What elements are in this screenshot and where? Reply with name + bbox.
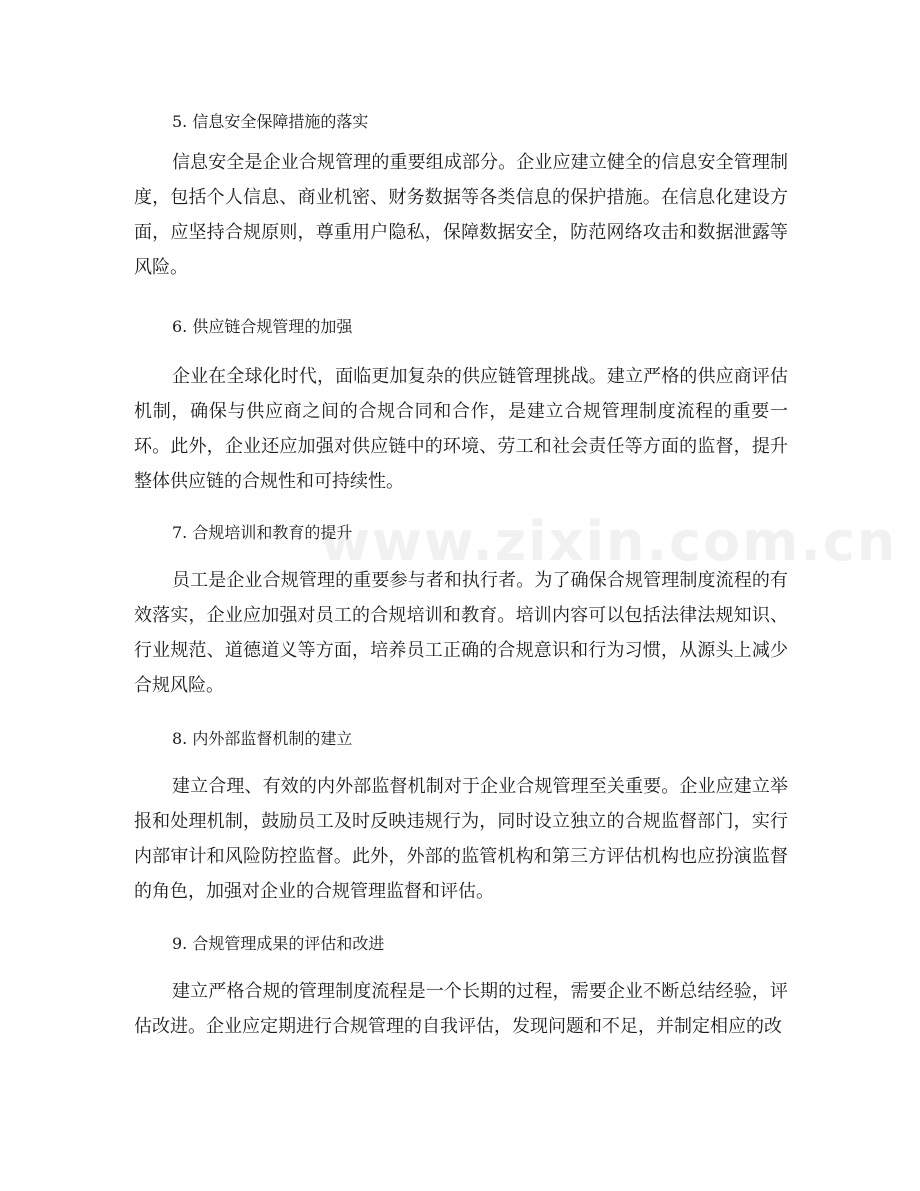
watermark: www.zixin.com.cn: [320, 510, 898, 573]
section-body-6: 企业在全球化时代，面临更加复杂的供应链管理挑战。建立严格的供应商评估机制，确保与供应商之间的合规合同和合作，是建立合规管理制度流程的重要一环。此外，企业还应加强对供应链中的环境、劳工和社会责任等方面的监督，提升整体供应链的合规性和可持续性。: [134, 366, 788, 492]
section-body-9: 建立严格合规的管理制度流程是一个长期的过程，需要企业不断总结经验，评估改进。企业应定期进行合规管理的自我评估，发现问题和不足，并制定相应的改: [134, 981, 788, 1037]
section-heading-9: 9. 合规管理成果的评估和改进: [172, 934, 385, 953]
section-heading-7: 7. 合规培训和教育的提升: [172, 523, 353, 542]
section-body-8: 建立合理、有效的内外部监督机制对于企业合规管理至关重要。企业应建立举报和处理机制，鼓励员工及时反映违规行为，同时设立独立的合规监督部门，实行内部审计和风险防控监督。此外，外部的监管机构和第三方评估机构也应扮演监督的角色，加强对企业的合规管理监督和评估。: [134, 776, 788, 902]
section-body-7: 员工是企业合规管理的重要参与者和执行者。为了确保合规管理制度流程的有效落实，企业应加强对员工的合规培训和教育。培训内容可以包括法律法规知识、行业规范、道德道义等方面，培养员工正确的合规意识和行为习惯，从源头上减少合规风险。: [134, 570, 788, 696]
section-body-5: 信息安全是企业合规管理的重要组成部分。企业应建立健全的信息安全管理制度，包括个人信息、商业机密、财务数据等各类信息的保护措施。在信息化建设方面，应坚持合规原则，尊重用户隐私，保障数据安全，防范网络攻击和数据泄露等风险。: [134, 152, 788, 278]
section-heading-8: 8. 内外部监督机制的建立: [172, 729, 353, 748]
section-heading-5: 5. 信息安全保障措施的落实: [172, 112, 369, 131]
section-heading-6: 6. 供应链合规管理的加强: [172, 317, 353, 336]
